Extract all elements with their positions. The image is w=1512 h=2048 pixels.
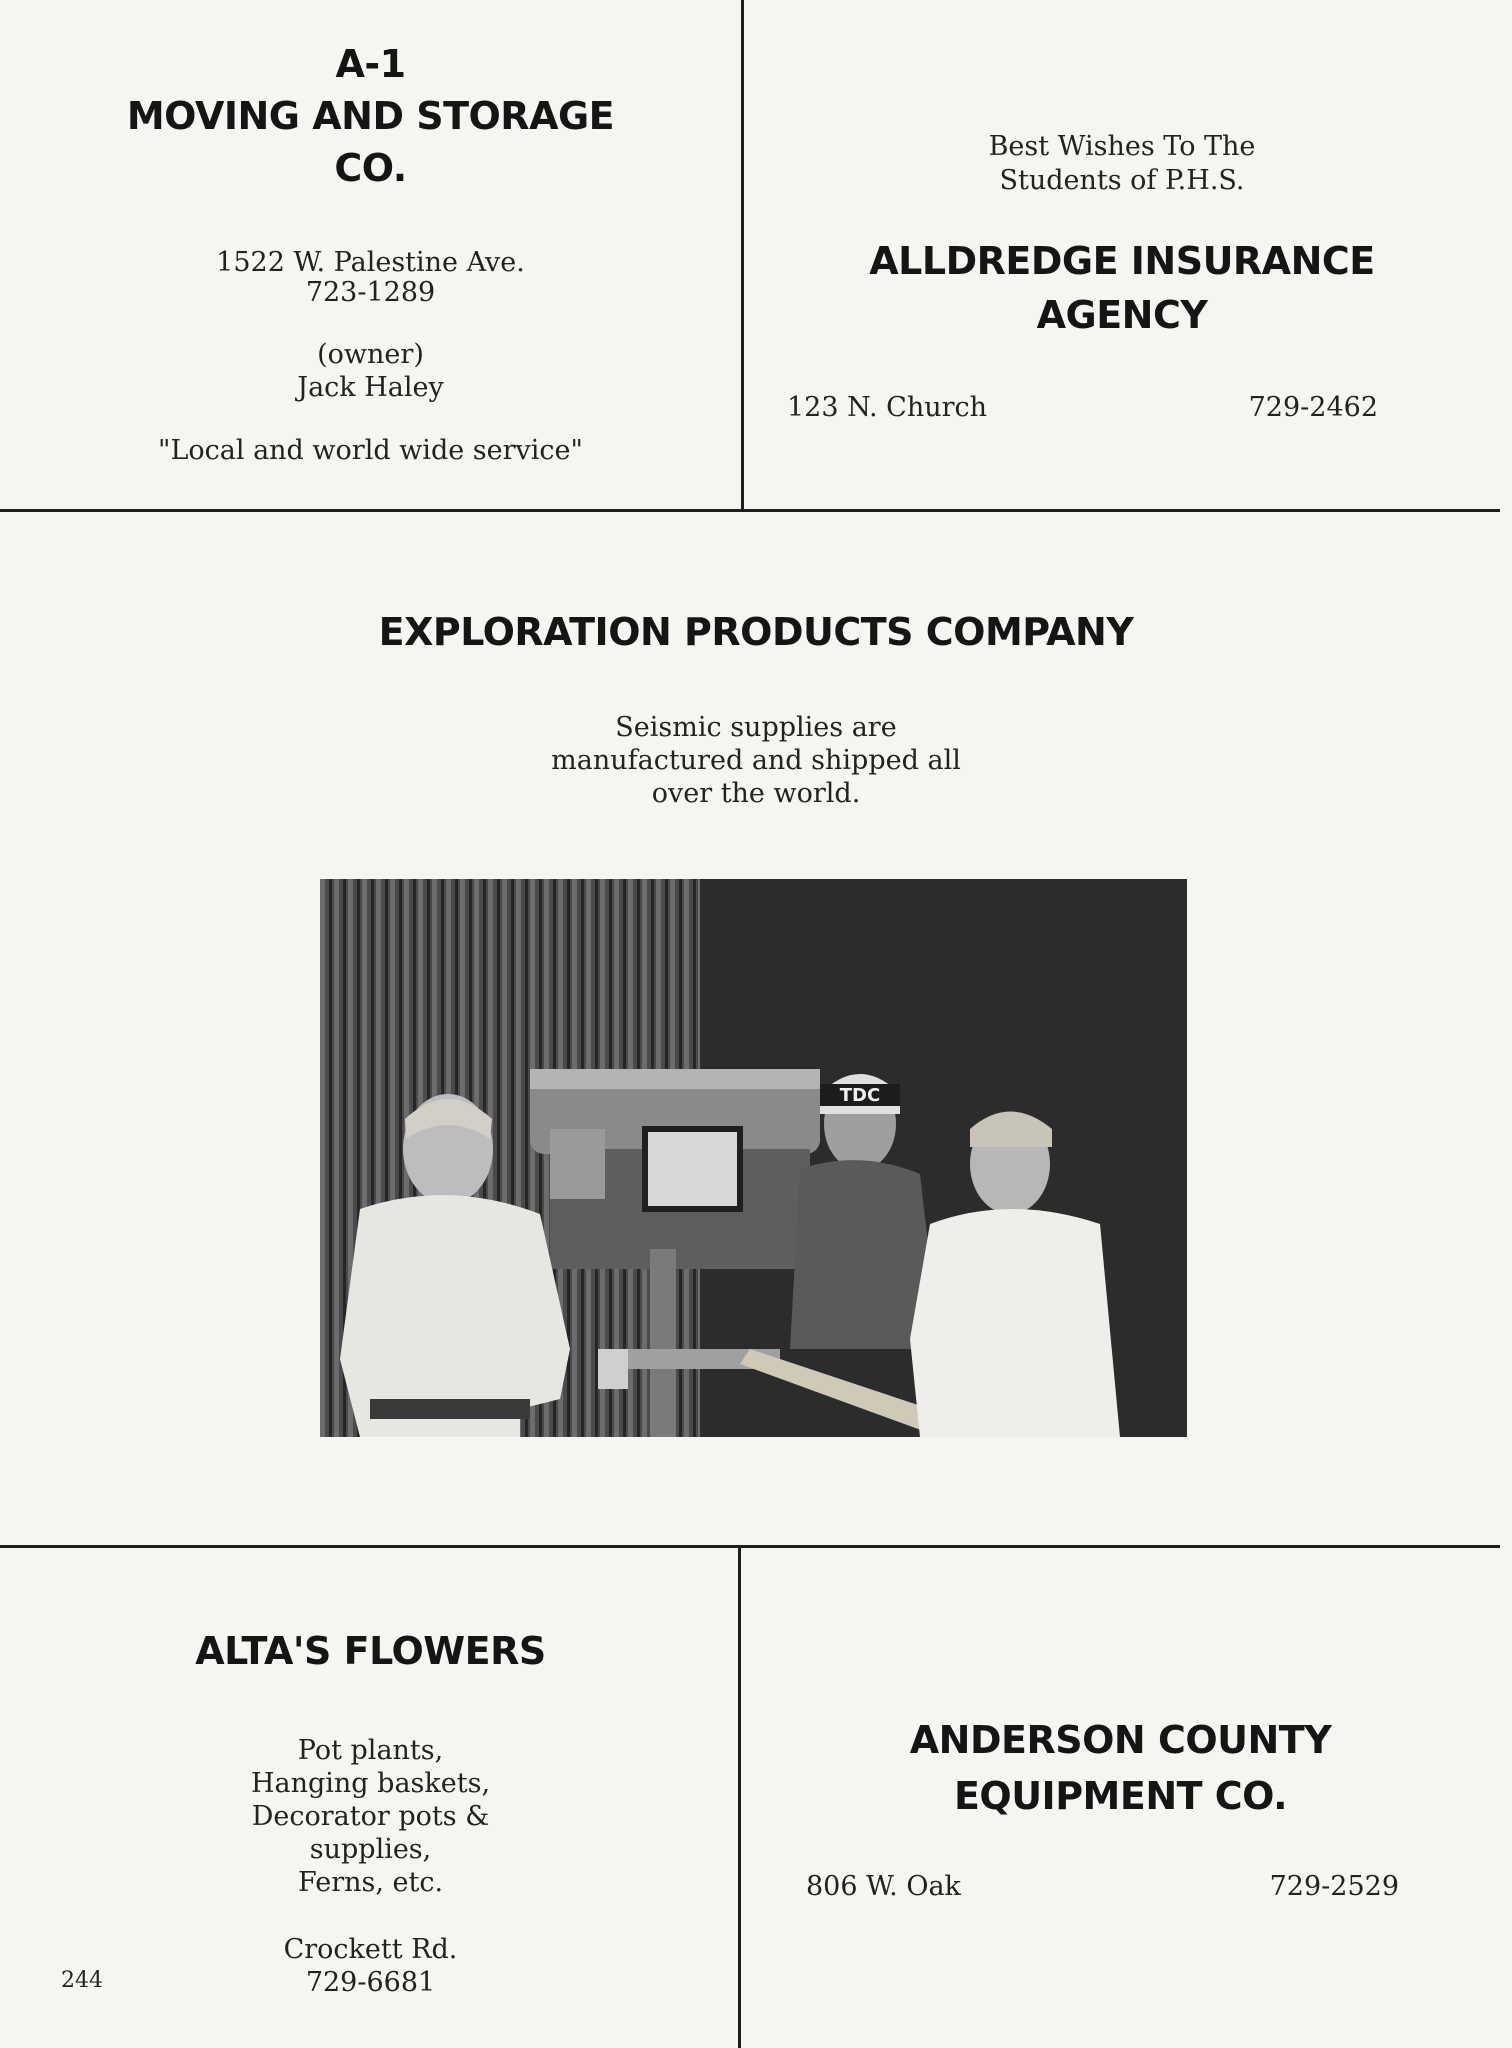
ad-exploration-desc-line2: manufactured and shipped all [551,745,961,776]
ad-altas-item1: Pot plants, [297,1735,444,1766]
ad-a1-owner-name: Jack Haley [297,372,444,403]
ad-alldredge-address: 123 N. Church [787,392,988,423]
ad-a1-name-line3: CO. [334,146,407,190]
cap-logo-text: TDC [839,1085,881,1106]
ad-exploration-desc-line1: Seismic supplies are [615,712,897,743]
ad-anderson-contact-row [806,1871,1399,1902]
ad-a1-moving [0,38,741,467]
ad-exploration-desc-line3: over the world. [651,778,861,809]
ad-altas-item4: supplies, [309,1834,432,1865]
ad-exploration-name: EXPLORATION PRODUCTS COMPANY [378,610,1134,654]
ad-anderson-county [741,1712,1500,1824]
ad-altas-item3: Decorator pots & [251,1801,490,1832]
divider-bottom-horizontal [0,1545,1500,1548]
divider-top-horizontal [0,509,1500,512]
ad-alldredge-contact-row [787,392,1378,423]
ad-altas-flowers [0,1624,741,1999]
ad-a1-address: 1522 W. Palestine Ave. [216,247,525,278]
ad-a1-name-line2: MOVING AND STORAGE [126,94,615,138]
ad-alldredge-name-line1: ALLDREDGE INSURANCE [869,239,1375,283]
ad-a1-name-line1: A-1 [335,42,406,86]
ad-exploration-products [0,605,1512,810]
ad-alldredge-insurance [744,130,1500,342]
ad-altas-phone: 729-6681 [305,1967,436,1998]
workshop-photo-graphic [320,879,1187,1437]
page-number: 244 [61,1968,103,1993]
ad-a1-slogan: "Local and world wide service" [158,435,583,466]
ad-anderson-phone: 729-2529 [1269,1871,1399,1902]
ad-anderson-address: 806 W. Oak [806,1871,961,1902]
ad-altas-item2: Hanging baskets, [250,1768,491,1799]
ad-altas-item5: Ferns, etc. [297,1867,444,1898]
ad-a1-phone: 723-1289 [305,277,436,308]
ad-altas-address: Crockett Rd. [283,1934,458,1965]
ad-alldredge-name-line2: AGENCY [1036,293,1208,337]
ad-a1-owner-label: (owner) [317,339,424,370]
ad-anderson-name-line2: EQUIPMENT CO. [953,1774,1288,1818]
workshop-photo [320,879,1187,1437]
ad-alldredge-phone: 729-2462 [1248,392,1378,423]
ad-alldredge-greeting-line1: Best Wishes To The [988,131,1256,162]
ad-anderson-name-line1: ANDERSON COUNTY [909,1718,1332,1762]
ad-alldredge-greeting-line2: Students of P.H.S. [999,165,1245,196]
ad-altas-name: ALTA'S FLOWERS [195,1629,546,1673]
